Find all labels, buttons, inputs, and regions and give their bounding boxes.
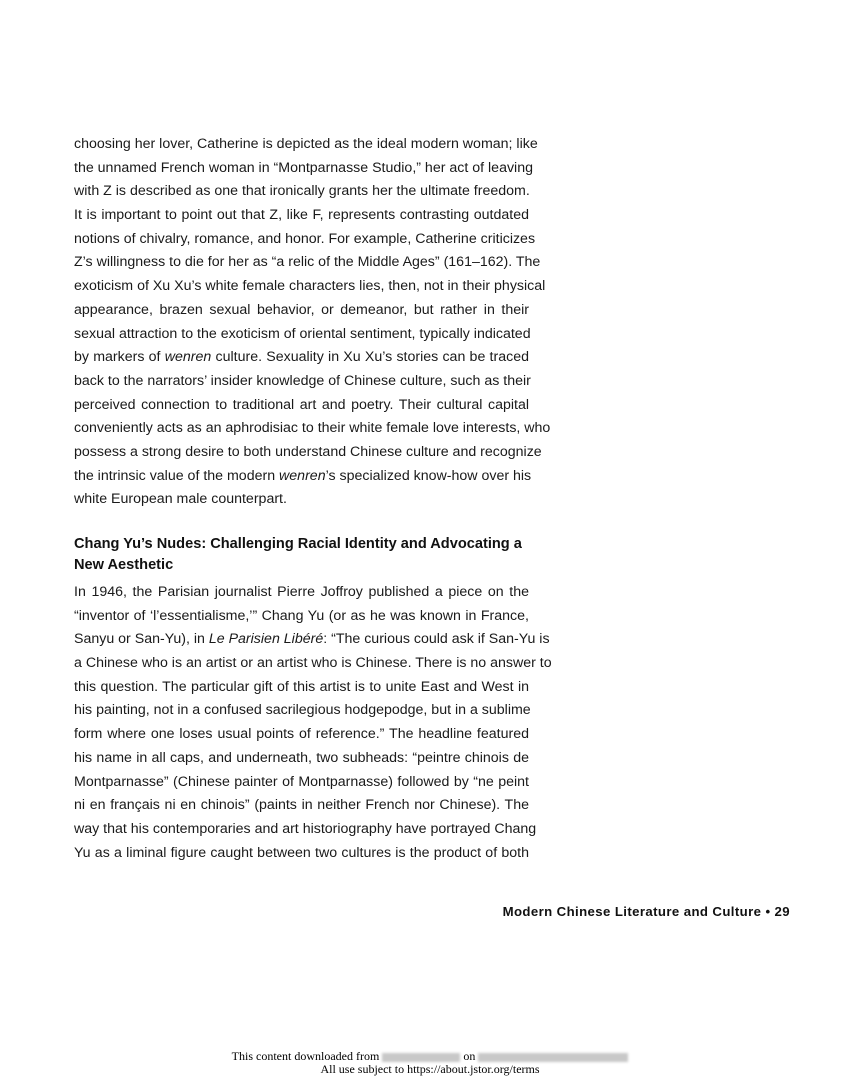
text-line (74, 771, 529, 795)
text-segment: It is important to point out that Z, like F, represents contrasting outdated (74, 207, 529, 224)
jstor-on: on (463, 1049, 476, 1063)
text-segment: sexual attraction to the exoticism of oriental sentiment, typically indicated (74, 325, 531, 342)
italic-text: wenren (164, 349, 212, 366)
jstor-notice-line-1 (0, 1050, 860, 1063)
text-segment: conveniently acts as an aphrodisiac to their white female love interests, who (74, 420, 551, 437)
jstor-download-notice (0, 1050, 860, 1076)
text-line (74, 251, 541, 275)
text-line (74, 818, 537, 842)
redacted-timestamp (478, 1053, 628, 1062)
text-segment: “inventor of ‘l’essentialisme,’” Chang Yu (or as he was known in France, (74, 607, 529, 624)
text-segment: Z’s willingness to die for her as “a relic of the Middle Ages” (161–162). The (74, 254, 541, 271)
text-segment: by markers of (74, 349, 165, 366)
text-segment: this question. The particular gift of this artist is to unite East and West in (74, 678, 529, 695)
text-line (74, 605, 529, 629)
text-line (74, 747, 529, 771)
text-segment: : “The curious could ask if San-Yu is (323, 631, 550, 648)
text-line (74, 417, 551, 441)
text-line (74, 157, 533, 181)
text-segment: notions of chivalry, romance, and honor. For example, Catherine criticizes (74, 230, 536, 247)
text-segment: Yu as a liminal figure caught between two cultures is the product of both (74, 844, 529, 861)
text-line (74, 394, 529, 418)
text-segment: perceived connection to traditional art and poetry. Their cultural capital (74, 396, 529, 413)
text-line (74, 723, 529, 747)
text-line (74, 204, 529, 228)
text-segment: ni en français ni en chinois” (paints in neither French nor Chinese). The (74, 797, 529, 814)
jstor-prefix: This content downloaded from (231, 1049, 380, 1063)
text-line (74, 370, 529, 394)
text-line (74, 465, 532, 489)
italic-text: Le Parisien Libéré (208, 631, 324, 648)
text-segment: appearance, brazen sexual behavior, or demeanor, but rather in their (74, 301, 529, 318)
text-segment: the unnamed French woman in “Montparnasse Studio,” her act of leaving (74, 159, 533, 176)
section-heading: Chang Yu’s Nudes: Challenging Racial Identity and Advocating a New Aesthetic (74, 536, 522, 573)
text-line (74, 323, 529, 347)
body-paragraph-1 (74, 133, 551, 512)
text-line (74, 842, 529, 866)
text-segment: culture. Sexuality in Xu Xu’s stories can be traced (211, 349, 529, 366)
text-line (74, 228, 536, 252)
jstor-terms-line: All use subject to https://about.jstor.org/terms (320, 1062, 540, 1076)
text-segment: form where one loses usual points of reference.” The headline featured (74, 726, 529, 743)
text-line (74, 180, 529, 204)
text-line (74, 581, 529, 605)
text-segment: possess a strong desire to both understand Chinese culture and recognize (74, 443, 542, 460)
text-segment: white European male counterpart. (74, 491, 287, 508)
body-paragraph-2 (74, 581, 552, 865)
redacted-ip-address (382, 1053, 460, 1062)
text-segment: exoticism of Xu Xu’s white female characters lies, then, not in their physical (74, 278, 546, 295)
text-segment: In 1946, the Parisian journalist Pierre Joffroy published a piece on the (74, 584, 529, 600)
text-line (74, 346, 529, 370)
text-line (74, 699, 529, 723)
text-line (74, 133, 538, 157)
running-footer-page-number: Modern Chinese Literature and Culture • 29 (502, 904, 790, 919)
italic-text: wenren (279, 467, 326, 484)
text-line (74, 652, 552, 676)
text-line (74, 628, 550, 652)
text-segment: his name in all caps, and underneath, two subheads: “peintre chinois de (74, 749, 529, 766)
text-segment: his painting, not in a confused sacrilegious hodgepodge, but in a sublime (74, 702, 531, 719)
text-line (74, 488, 529, 512)
text-segment: choosing her lover, Catherine is depicted as the ideal modern woman; like (74, 136, 538, 152)
text-line (74, 441, 542, 465)
text-line (74, 794, 529, 818)
text-segment: ’s specialized know-how over his (325, 467, 532, 484)
text-segment: back to the narrators’ insider knowledge of Chinese culture, such as their (74, 372, 531, 389)
text-segment: way that his contemporaries and art historiography have portrayed Chang (74, 820, 537, 837)
text-line (74, 299, 529, 323)
text-line (74, 676, 529, 700)
text-segment: Montparnasse” (Chinese painter of Montparnasse) followed by “ne peint (74, 773, 529, 790)
text-segment: the intrinsic value of the modern (74, 467, 280, 484)
text-segment: Sanyu or San-Yu), in (74, 631, 209, 648)
text-line (74, 275, 546, 299)
text-segment: a Chinese who is an artist or an artist who is Chinese. There is no answer to (74, 655, 552, 672)
text-segment: with Z is described as one that ironically grants her the ultimate freedom. (74, 183, 530, 200)
